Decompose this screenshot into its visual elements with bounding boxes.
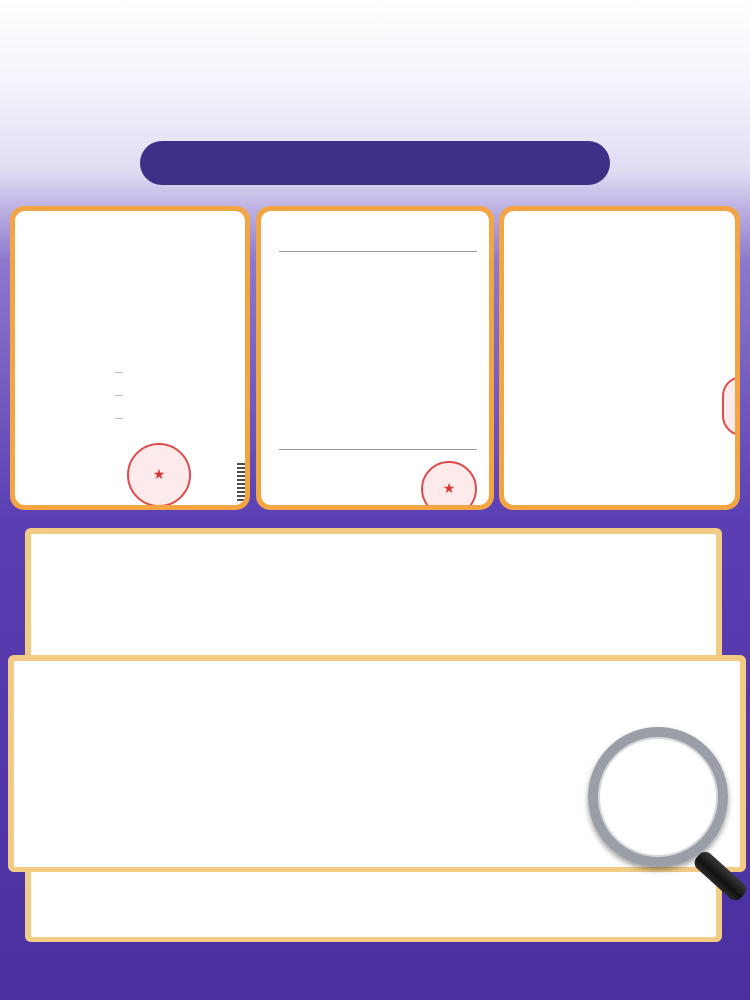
qr-code-icon	[237, 461, 245, 501]
report-card-results	[499, 206, 740, 510]
subheadline-pill	[140, 141, 610, 185]
report-value	[115, 371, 123, 373]
star-icon: ★	[442, 481, 456, 497]
results-table-frame-top	[25, 528, 722, 663]
divider	[279, 251, 477, 252]
report-card-cover	[10, 206, 250, 510]
report-value	[115, 394, 123, 396]
star-icon: ★	[152, 467, 166, 483]
report-value	[115, 417, 123, 419]
seal-stamp	[127, 443, 191, 505]
results-table-frame-bottom	[25, 862, 722, 942]
magnifier-icon	[588, 727, 728, 867]
divider	[279, 449, 477, 450]
seal-stamp	[722, 376, 735, 436]
seal-stamp	[421, 461, 477, 505]
report-card-details	[256, 206, 494, 510]
